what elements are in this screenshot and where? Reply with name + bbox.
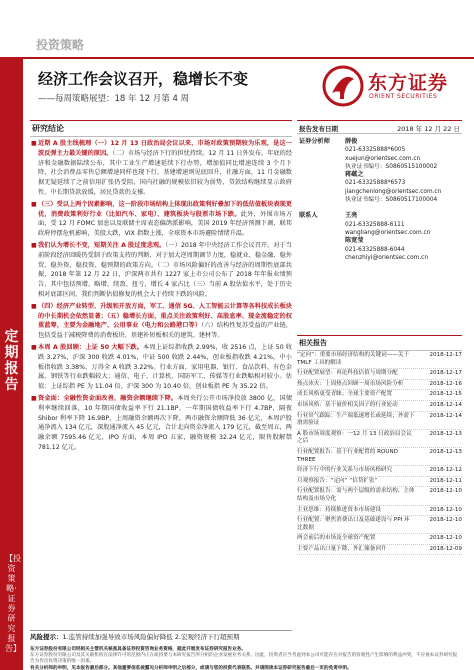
related-report-row[interactable] bbox=[297, 380, 462, 391]
conclusion-paragraph bbox=[30, 394, 292, 453]
contact-email[interactable]: chenzhiyi@orientsec.com.cn bbox=[345, 254, 429, 261]
related-report-title[interactable]: 行业配置报告：基于行业配置的 ROUND THREE bbox=[297, 448, 398, 463]
top-bar bbox=[0, 0, 474, 58]
section-heading: 研究结论 bbox=[30, 121, 292, 137]
related-report-title[interactable]: 主业思维：持续推进资本市场建设 bbox=[297, 506, 381, 513]
paragraph-highlight: （一）12 月 13 日政治局会议以来，市场对政策预期较为乐观，是这一波反弹主力最关键的原因。 bbox=[38, 140, 292, 157]
related-report-date: 2018-12-12 bbox=[429, 467, 462, 474]
related-report-date: 2018-12-10 bbox=[429, 517, 462, 524]
related-report-row[interactable] bbox=[297, 477, 462, 488]
contact-role-label: 联系人 bbox=[299, 212, 318, 220]
related-report-title[interactable]: 行业配置报告：需与两个层级的需求结构、主体结构及市场分化 bbox=[297, 488, 415, 502]
logo-name-cn: 东方证券 bbox=[368, 72, 449, 94]
related-report-date: 2018-12-14 bbox=[429, 401, 462, 408]
related-report-row[interactable] bbox=[297, 466, 462, 477]
related-report-date: 2018-12-10 bbox=[429, 535, 462, 542]
related-report-row[interactable] bbox=[297, 401, 462, 412]
contact-name: 陈宽莹 bbox=[345, 237, 364, 245]
orient-logo-icon bbox=[322, 65, 364, 107]
related-reports-heading: 相关报告 bbox=[297, 335, 462, 351]
related-report-date: 2018-12-09 bbox=[429, 545, 462, 552]
disclaimer-line-2: 东方证券股份有限公司及其关联机构在法律许可的范围内正在或将要与本研究报告所分析的企业发展业务关系。因此，投资者应当考虑到本公司可能存在对报告的客观性产生影响的利益冲突，不应视本证券研究报告为作出投资决策的唯一因素。 bbox=[30, 653, 458, 665]
related-report-row[interactable] bbox=[297, 487, 462, 505]
paragraph-body: 本周上证综指收跌 2.99%，收 2516 点，上证 50 收跌 3.27%，沪深 300 收跌 4.01%，中证 500 收跌 2.44%，创业板指收跌 4.21%，中小板指收跌 3.38%，万得全 A 收跌 3.22%。行业方面，家用电器、银行、食品饮料、有色金属、钢铁等行业跌幅较大；通信、电子、计算机、国防军工、传媒等行业跌幅相对较小。估值：上证综指 PE 为 11.04 倍，沪深 300 为 10.40 倍，创业板指 PE 为 35.22 倍。 bbox=[38, 343, 292, 391]
publish-date-bar bbox=[297, 120, 462, 134]
paragraph-highlight: （四）经济产业转型、升级和开放方面，军工、通信 5G、人工智能云计算等各科技成长板块的中长期机会依然显著；（五）稳增长方面，重点关注政策利好、高股息率、现金流稳定的权重蓝筹，主要为金融地产、公用事业（电力和公路港口等） bbox=[38, 302, 292, 330]
disclaimer-footer bbox=[30, 647, 460, 670]
paragraph-body: （一）2018 年中央经济工作会议召开。对于当前阶段经济回暖仍受制于政策支持的判断，对于加大逆周期调节力度，稳就业、稳金融、稳外贸、稳外资、稳投资、稳预期的政策方向。（二）市场风险偏好的改善与经济的周期性底部共振，2018 年第 12 月 22 日，沪深两市共有 1227 家上市公司公布了 2018 年年报业绩预告，其中包括预增、略增、续盈、扭亏，增长 4 家占比（三）当前 A 股估值水平，处于历史相对底部区间，我们判断估值修复的机会大于持续下跌的风险。 bbox=[38, 241, 292, 298]
paragraph-body: （二）市场与经济下行的担忧持续。12 月 11 日外发布，年底的经济和金融数据陆续公布，其中工业生产增速延续下行办势，增加值同比增速连续 3 个月下降，社会消费品零售总额增速同样也现下行，基建增速则见底回升，社融方面，11 月金融数据无疑延续了之前信用扩张仍受阻，国内社融的规模依旧较为弱势，贷款结构继续显示政府性、中长期贷款放缓，居民贷款仍支撑。 bbox=[38, 149, 293, 196]
related-report-row[interactable] bbox=[297, 516, 462, 534]
contact-phone: 021-63325888-6044 bbox=[345, 246, 405, 253]
left-color-bar bbox=[0, 59, 23, 670]
analyst-phone: 021-63325888*6573 bbox=[345, 180, 406, 187]
analyst-block bbox=[297, 138, 462, 204]
sidebar bbox=[297, 120, 462, 262]
contact-block bbox=[297, 212, 462, 262]
related-report-date: 2018-12-17 bbox=[429, 370, 462, 377]
bullet-icon: ■ bbox=[31, 241, 37, 249]
related-report-date: 2018-12-10 bbox=[429, 506, 462, 513]
analyst-email[interactable]: jiangchenlong@orientsec.com.cn bbox=[345, 188, 442, 195]
related-report-title[interactable]: 经济下行中的行业关系与市场风格研究 bbox=[297, 467, 393, 474]
analyst-name: 蒋蕴之 bbox=[345, 171, 364, 179]
related-report-date: 2018-12-13 bbox=[429, 430, 462, 437]
contact-phone: 021-63325888-6111 bbox=[345, 221, 405, 228]
analyst-license: 执业证书编号：S0860517100004 bbox=[345, 197, 438, 204]
related-report-row[interactable] bbox=[297, 369, 462, 380]
bullet-icon: ■ bbox=[31, 140, 37, 147]
conclusion-paragraph bbox=[30, 302, 292, 341]
publish-date-label: 报告发布日期 bbox=[299, 125, 338, 133]
related-report-row[interactable] bbox=[297, 351, 462, 369]
related-report-title[interactable]: 两会前后的市场及全球资产配置 bbox=[297, 535, 376, 542]
paragraph-highlight: 资金面：全融性资金面改善，融资余额继续下降。 bbox=[38, 394, 178, 402]
related-report-row[interactable] bbox=[297, 412, 462, 430]
research-conclusion bbox=[30, 120, 292, 632]
related-report-title[interactable]: A 股市场周度观察：一12 月 13 日政治局会议之后 bbox=[297, 430, 412, 445]
report-type-tag: 定期报告 bbox=[4, 329, 19, 393]
related-report-row[interactable] bbox=[297, 390, 462, 401]
conclusion-paragraph bbox=[30, 343, 292, 392]
related-report-title[interactable]: 成长风格更受青睐；全球主要资产配置 bbox=[297, 391, 393, 398]
analyst-name: 薛俊 bbox=[345, 138, 358, 145]
report-category: 投资策略 bbox=[36, 38, 85, 52]
contact-email[interactable]: wangliang@orientsec.com.cn bbox=[345, 229, 431, 236]
related-report-row[interactable] bbox=[297, 545, 462, 556]
contact-name: 王亮 bbox=[345, 212, 358, 220]
bullet-icon: ■ bbox=[31, 394, 37, 402]
paragraph-body: 本周央行公开市场净投放 3800 亿，国债利率继续回落，10 年期国债收益率下行 21.1BP，一年期国债收益率下行 4.7BP，隔夜 Shibor 利率下降 16.9BP，上周融资余额再次下降，两市融资余额降低 36 亿元，本周沪股通净流入 134 亿元，深股通净流入 45 亿元，合计北向资金净流入 179 亿元，截至周五，两融余额 7595.46 亿元，IPO 方面，本周 IPO 五家，融资规模 32.24 亿元，限售股解禁 781.12 亿元。 bbox=[38, 394, 293, 451]
related-report-date: 2018-12-16 bbox=[429, 380, 462, 387]
analyst-email[interactable]: xuejun@orientsec.com.cn bbox=[345, 155, 421, 162]
related-report-date: 2018-12-13 bbox=[429, 448, 462, 455]
related-report-date: 2018-12-10 bbox=[429, 488, 462, 495]
risk-text: 1.监管持续加强导致市场风险偏好降低 2.宏观经济下行超预期 bbox=[62, 633, 240, 641]
related-report-title[interactable]: 行业景气跟踪：生产端低速增长或延续；外需下滑需验证 bbox=[297, 412, 415, 427]
paragraph-lead: 我们认为增长不变，短期关注 A 股过度悲观。 bbox=[38, 241, 166, 249]
related-report-date: 2018-12-17 bbox=[429, 352, 462, 358]
conclusion-paragraph bbox=[30, 139, 292, 198]
publish-date-value: 2018 年 12 月 22 日 bbox=[397, 125, 460, 133]
company-logo bbox=[322, 60, 447, 110]
risk-label: 风险提示： bbox=[30, 633, 63, 641]
related-report-row[interactable] bbox=[297, 534, 462, 545]
header-divider bbox=[0, 57, 474, 59]
conclusion-paragraph bbox=[30, 241, 292, 300]
vertical-series-label: 【投资策略·证券研究报告】 bbox=[5, 554, 21, 653]
report-title: 经济工作会议召开，稳增长不变 bbox=[38, 70, 249, 88]
related-report-title[interactable]: 月观察报告：“定向” “信贷扩张” bbox=[297, 477, 378, 484]
related-reports bbox=[297, 335, 462, 555]
related-report-row[interactable] bbox=[297, 448, 462, 466]
analyst-role-label: 证券分析师 bbox=[299, 138, 330, 145]
report-subtitle: ——每周策略展望：18 年 12 月第 4 周 bbox=[38, 94, 190, 104]
bullet-icon: ■ bbox=[31, 200, 37, 208]
bullet-icon: ■ bbox=[31, 343, 37, 351]
analyst-phone: 021-63325888*6005 bbox=[345, 147, 406, 154]
logo-name-en: ORIENT SECURITIES bbox=[369, 93, 438, 100]
disclaimer-line-1: 东方证券股份有限公司经相关主管机关核准具备证券投资咨询业务资格，据此开展发布证券研究报告业务。 bbox=[30, 647, 246, 652]
disclaimer-line-3: 有关分析师的申明，见本报告最后部分。其他重要信息披露见分析师申明之后部分，或请与您的投资代表联系。并请阅读本证券研究报告最后一页的免责申明。 bbox=[30, 665, 352, 670]
related-report-date: 2018-12-11 bbox=[429, 477, 462, 484]
conclusion-paragraph bbox=[30, 200, 292, 239]
paragraph-body: 此外，外围市场方面，受 12 月 FOMC 加息以及联储主席表态偏鸽派影响，美国 2019 年经济预测下调，联邦政府停摆危机影响，美股大跌，VIX 指数上涨，全球资本市场避险情绪升温。 bbox=[38, 210, 293, 238]
paragraph-lead: 近期 A 股主线梳理 bbox=[38, 140, 92, 147]
related-report-row[interactable] bbox=[297, 506, 462, 517]
related-report-title[interactable]: 市场风格：基于量价相关因子的行业轮动 bbox=[297, 401, 398, 408]
related-report-title[interactable]: 行业配置展望：再论科技估值与周期分配 bbox=[297, 370, 398, 377]
paragraph-highlight: （三）受以上两个因素影响，这一阶段市场结构上体现出政策利好叠加下的低估值板块表现更优，消费政策利好行业（比如汽车、家电）、建筑板块与股票市场下跌。 bbox=[38, 200, 292, 218]
related-report-date: 2018-12-14 bbox=[429, 412, 462, 419]
bullet-icon: ■ bbox=[31, 302, 37, 310]
risk-warning bbox=[30, 630, 292, 642]
related-report-title[interactable]: “定向”：重要市场经济结构的关键词——关于 TMLF 工具的解读 bbox=[297, 352, 410, 366]
related-report-row[interactable] bbox=[297, 430, 462, 448]
related-report-title[interactable]: 行业配置：聚焦消费出口及基础建设与 PPI 环比数据 bbox=[297, 517, 410, 531]
related-report-title[interactable]: 主要产品出口量下降，外汇储备回升 bbox=[297, 545, 387, 552]
related-report-date: 2018-12-15 bbox=[429, 391, 462, 398]
paragraph-lead: 本周 A 股回顾： bbox=[38, 343, 86, 351]
paragraph-body: （六）结构性复苏受益的产业链，包括受益于减税降费的消费板块、基建补短板相关的建筑、建材等。 bbox=[38, 322, 292, 340]
paragraph-highlight: 上证 50 大幅下跌。 bbox=[85, 343, 144, 351]
analyst-license: 执业证书编号：S0860515100002 bbox=[345, 163, 438, 170]
related-report-title[interactable]: 热点冰火：上周热点回顾一周市场风险分析 bbox=[297, 380, 404, 387]
